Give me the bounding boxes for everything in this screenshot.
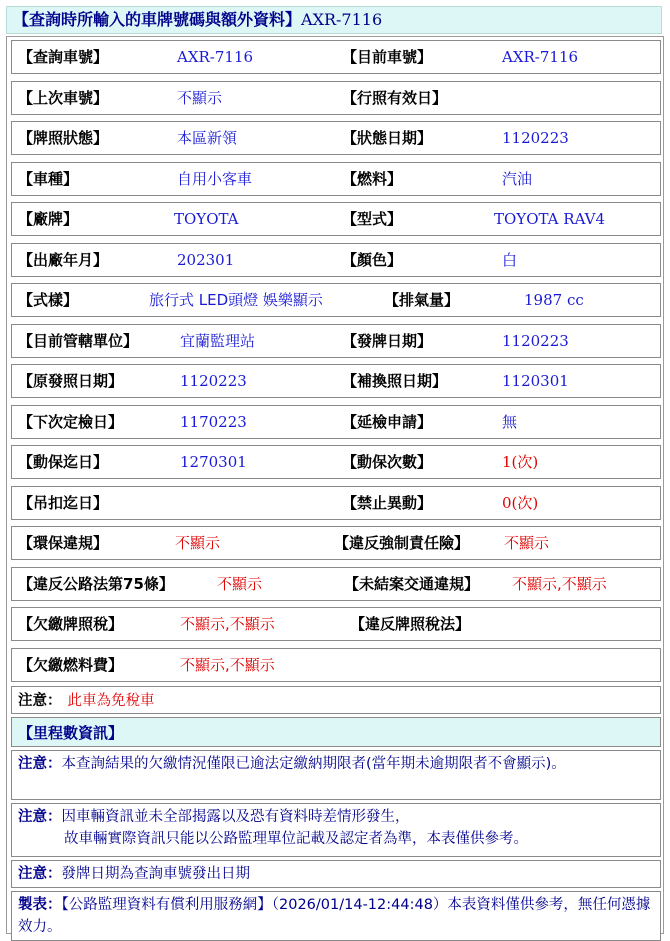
info-row (11, 526, 661, 560)
field-value: 白 (502, 250, 518, 269)
report-table (6, 36, 664, 934)
field-value: 不顯示,不顯示 (180, 655, 275, 674)
field-label: 【吊扣迄日】 (18, 493, 109, 512)
field-label: 【型式】 (342, 210, 403, 228)
note-label: 注意： (18, 756, 62, 772)
info-row (11, 243, 661, 277)
field-value: 不顯示 (217, 574, 263, 593)
tax-note-label: 注意： (18, 693, 62, 709)
field-label: 【行照有效日】 (342, 88, 448, 107)
field-value: 1120223 (502, 331, 569, 350)
tax-note-row (11, 686, 661, 714)
field-label: 【禁止異動】 (342, 493, 433, 512)
field-label: 【補換照日期】 (342, 372, 448, 390)
field-value: 1170223 (180, 412, 247, 431)
field-value: AXR-7116 (177, 48, 254, 66)
field-value: 1(次) (502, 453, 539, 471)
field-label: 【違反公路法第75條】 (18, 574, 174, 593)
note-row (11, 803, 661, 857)
field-value: 不顯示 (504, 534, 550, 552)
field-value: AXR-7116 (502, 48, 579, 66)
field-label: 【延檢申請】 (342, 412, 433, 431)
field-label: 【目前管轄單位】 (18, 331, 139, 350)
info-row (11, 40, 661, 74)
field-label: 【違反強制責任險】 (334, 534, 470, 552)
field-label: 【原發照日期】 (18, 372, 124, 390)
info-row (11, 445, 661, 479)
field-label: 【上次車號】 (18, 88, 109, 107)
field-value: 不顯示,不顯示 (180, 615, 275, 633)
field-label: 【式樣】 (18, 291, 79, 309)
field-label: 【下次定檢日】 (18, 412, 124, 431)
field-value: 0(次) (502, 493, 539, 512)
field-value: 不顯示 (177, 88, 223, 107)
field-value: TOYOTA (174, 210, 239, 228)
field-value: 不顯示 (175, 534, 221, 552)
field-value: 本區新領 (177, 129, 238, 147)
field-value: 1987 cc (524, 291, 584, 309)
field-label: 【發牌日期】 (342, 331, 433, 350)
note-text-line2: 故車輛實際資訊只能以公路監理單位記載及認定者為準，本表僅供參考。 (64, 831, 528, 847)
field-label: 【燃料】 (342, 169, 403, 188)
field-label: 【查詢車號】 (18, 48, 109, 66)
report-header (6, 6, 662, 34)
field-value: 1270301 (180, 453, 247, 471)
field-value: 202301 (177, 250, 235, 269)
field-label: 【狀態日期】 (342, 129, 433, 147)
header-title: 【查詢時所輸入的車牌號碼與額外資料】 (13, 10, 302, 29)
note-content (12, 751, 660, 777)
footer-label: 製表： (18, 897, 62, 913)
footer-text: 【公路監理資料有償利用服務網】（2026/01/14-12:44:48）本表資料僅供參考，無任何憑據效力。 (18, 897, 651, 935)
field-label: 【環保違規】 (18, 534, 109, 552)
field-label: 【出廠年月】 (18, 250, 109, 269)
tax-note-text: 此車為免稅車 (67, 693, 155, 709)
field-label: 【排氣量】 (384, 291, 460, 309)
footer-content (12, 892, 660, 940)
field-label: 【顏色】 (342, 250, 403, 269)
info-row (11, 405, 661, 439)
info-row (11, 648, 661, 682)
field-value: 汽油 (502, 169, 533, 188)
info-row (11, 607, 661, 641)
note-content (12, 861, 660, 887)
tax-note (12, 687, 660, 715)
footer-row (11, 891, 661, 941)
note-row (11, 860, 661, 888)
note-label: 注意： (18, 809, 62, 825)
note-content (12, 804, 660, 852)
info-row (11, 81, 661, 115)
field-value: 1120223 (180, 372, 247, 390)
info-row (11, 364, 661, 398)
field-label: 【牌照狀態】 (18, 129, 109, 147)
info-row (11, 162, 661, 196)
field-value: TOYOTA RAV4 (494, 210, 606, 228)
header-plate: AXR-7116 (301, 10, 383, 29)
note-text: 因車輛資訊並未全部揭露以及恐有資料時差情形發生， (61, 809, 410, 825)
field-label: 【欠繳牌照稅】 (18, 615, 124, 633)
field-value: 旅行式 LED頭燈 娛樂顯示 (149, 291, 323, 309)
info-row (11, 202, 661, 236)
field-label: 【未結案交通違規】 (344, 574, 480, 593)
note-text: 本查詢結果的欠繳情況僅限已逾法定繳納期限者(當年期未逾期限者不會顯示)。 (61, 756, 566, 772)
field-label: 【廠牌】 (18, 210, 79, 228)
field-value: 自用小客車 (177, 169, 253, 188)
note-text: 發牌日期為查詢車號發出日期 (61, 866, 250, 882)
field-label: 【目前車號】 (342, 48, 433, 66)
field-label: 【動保迄日】 (18, 453, 109, 471)
field-label: 【動保次數】 (342, 453, 433, 471)
field-value: 1120301 (502, 372, 569, 390)
mileage-section-title: 【里程數資訊】 (11, 717, 661, 747)
field-label: 【車種】 (18, 169, 79, 188)
field-value: 無 (502, 412, 518, 431)
note-label: 注意： (18, 866, 62, 882)
field-value: 宜蘭監理站 (180, 331, 256, 350)
field-value: 1120223 (502, 129, 569, 147)
info-row (11, 283, 661, 317)
info-row (11, 121, 661, 155)
field-label: 【欠繳燃料費】 (18, 655, 124, 674)
info-row (11, 486, 661, 520)
info-row (11, 567, 661, 601)
info-row (11, 324, 661, 358)
field-label: 【違反牌照稅法】 (350, 615, 471, 633)
field-value: 不顯示,不顯示 (512, 574, 607, 593)
note-row (11, 750, 661, 800)
